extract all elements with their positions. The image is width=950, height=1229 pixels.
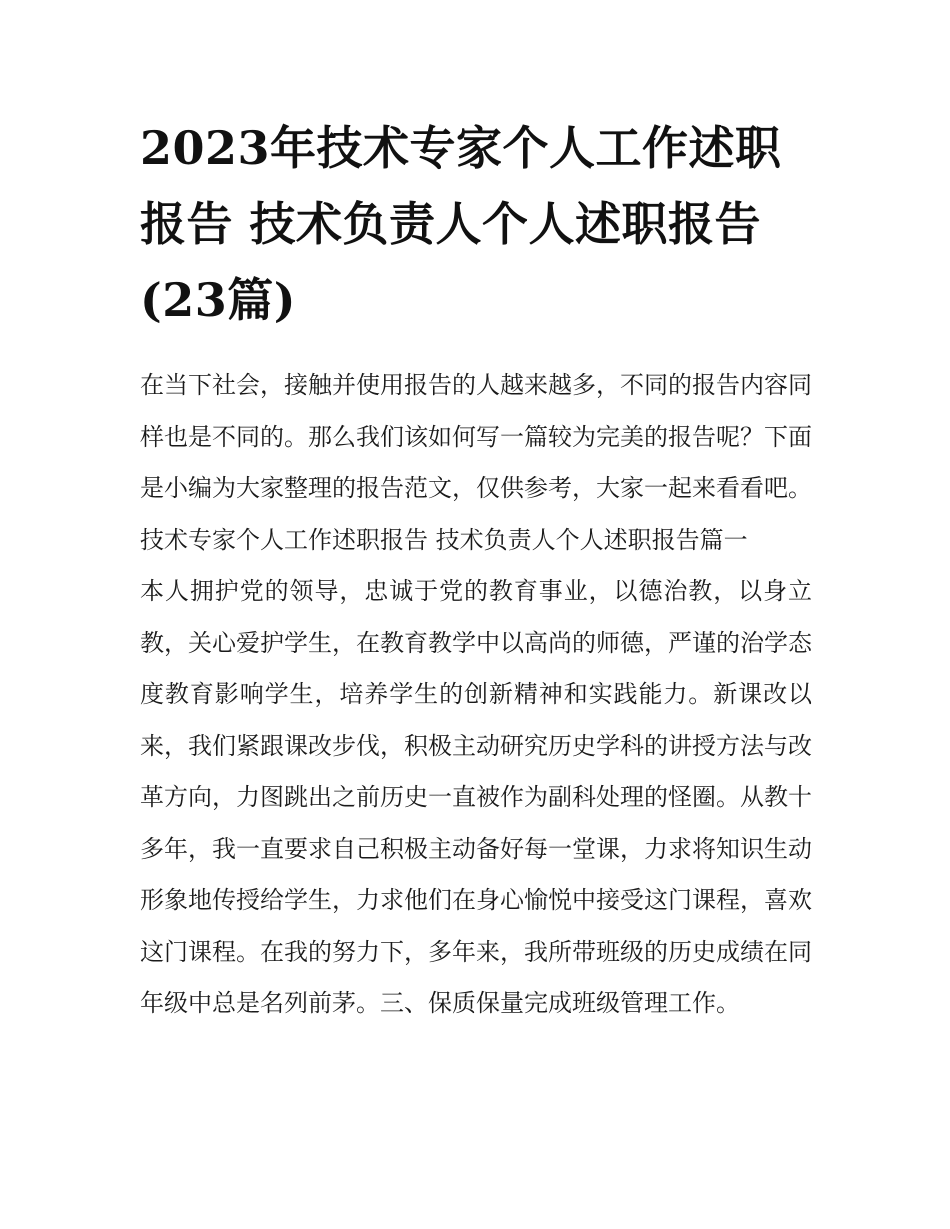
body-paragraph: 本人拥护党的领导，忠诚于党的教育事业，以德治教，以身立教，关心爱护学生，在教育教学中以高尚的师德，严谨的治学态度教育影响学生，培养学生的创新精神和实践能力。新课改以来，我们紧跟课改步伐，积极主动研究历史学科的讲授方法与改革方向，力图跳出之前历史一直被作为副科处理的怪圈。从教十多年，我一直要求自己积极主动备好每一堂课，力求将知识生动形象地传授给学生，力求他们在身心愉悦中接受这门课程，喜欢这门课程。在我的努力下，多年来，我所带班级的历史成绩在同年级中总是名列前茅。三、保质保量完成班级管理工作。 — [140, 577, 812, 1017]
section-heading: 技术专家个人工作述职报告 技术负责人个人述职报告篇一 — [140, 525, 748, 554]
document-body — [140, 360, 812, 1030]
document-title: 2023年技术专家个人工作述职报告 技术负责人个人述职报告(23篇) — [140, 121, 782, 327]
intro-paragraph: 在当下社会，接触并使用报告的人越来越多，不同的报告内容同样也是不同的。那么我们该如何写一篇较为完美的报告呢？下面是小编为大家整理的报告范文，仅供参考，大家一起来看看吧。 — [140, 371, 812, 502]
document-page — [140, 110, 812, 1030]
